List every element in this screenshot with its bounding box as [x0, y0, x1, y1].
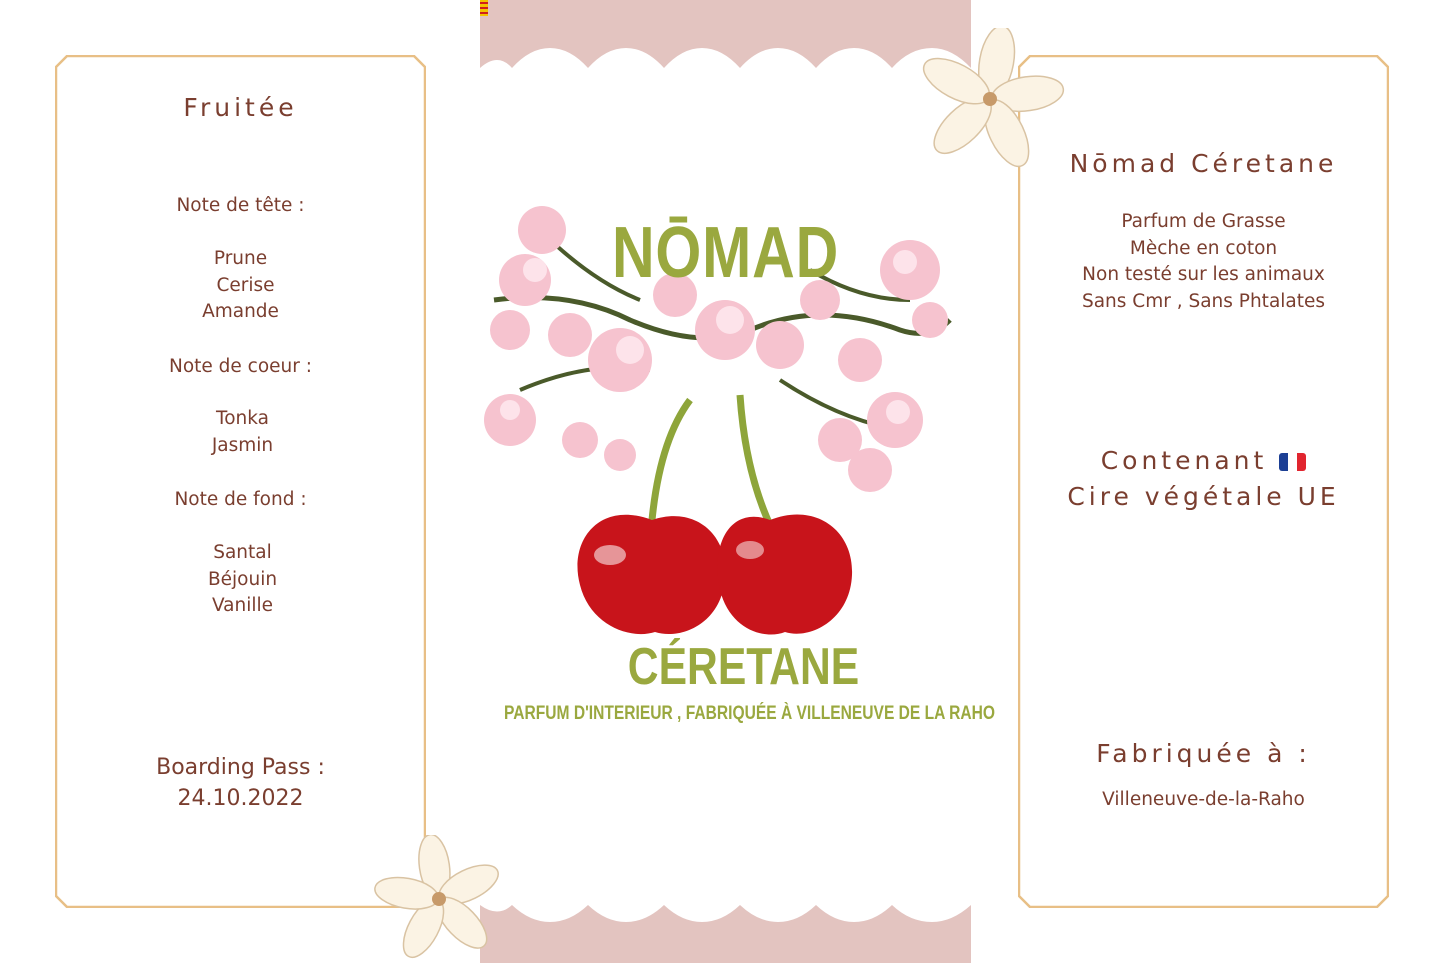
made-in-label: Fabriquée à :	[1096, 739, 1311, 768]
base-notes-label: Note de fond :	[174, 489, 307, 510]
daisy-flower-icon	[915, 28, 1065, 170]
features-list	[1018, 209, 1389, 316]
feature-item: Non testé sur les animaux	[1082, 264, 1325, 286]
head-note-item: Cerise	[216, 274, 275, 296]
tagline: PARFUM D'INTERIEUR , FABRIQUÉE À VILLENEUVE DE LA RAHO	[504, 703, 996, 724]
left-panel	[55, 55, 426, 908]
fragrance-family-title: Fruitée	[183, 93, 298, 122]
french-flag-icon	[1279, 453, 1306, 471]
boarding-pass-date: 24.10.2022	[177, 786, 304, 811]
feature-item: Parfum de Grasse	[1121, 211, 1286, 232]
container-label: Contenant	[1100, 446, 1268, 475]
wax-label: Cire végétale UE	[1067, 482, 1340, 511]
base-note-item: Santal	[213, 542, 272, 563]
head-note-item: Prune	[213, 248, 268, 269]
cherries-illustration	[577, 395, 852, 635]
wavy-band-background	[480, 0, 996, 963]
heart-notes-list	[55, 406, 426, 459]
brand-name-top: NŌMAD	[611, 213, 840, 293]
made-in-place: Villeneuve-de-la-Raho	[1102, 789, 1305, 810]
brand-name-bottom: CÉRETANE	[627, 638, 860, 696]
heart-notes-label: Note de coeur :	[169, 356, 312, 377]
daisy-flower-icon	[372, 835, 506, 963]
head-note-item: Amande	[202, 301, 279, 323]
base-note-item: Vanille	[211, 595, 274, 617]
label-center-strip	[480, 0, 996, 963]
feature-item: Sans Cmr , Sans Phtalates	[1081, 291, 1326, 313]
heart-note-item: Tonka	[216, 408, 269, 429]
head-notes-list	[55, 246, 426, 326]
head-notes-label: Note de tête :	[176, 195, 305, 216]
boarding-pass	[55, 752, 426, 814]
product-name-title: Nōmad Céretane	[1069, 149, 1338, 178]
base-note-item: Béjouin	[207, 568, 278, 590]
base-notes-list	[55, 540, 426, 620]
boarding-pass-label: Boarding Pass :	[156, 755, 325, 780]
catalan-flag-icon	[480, 0, 488, 16]
heart-note-item: Jasmin	[211, 434, 274, 456]
right-panel	[1018, 55, 1389, 908]
container-line	[1018, 446, 1389, 475]
feature-item: Mèche en coton	[1129, 237, 1278, 259]
